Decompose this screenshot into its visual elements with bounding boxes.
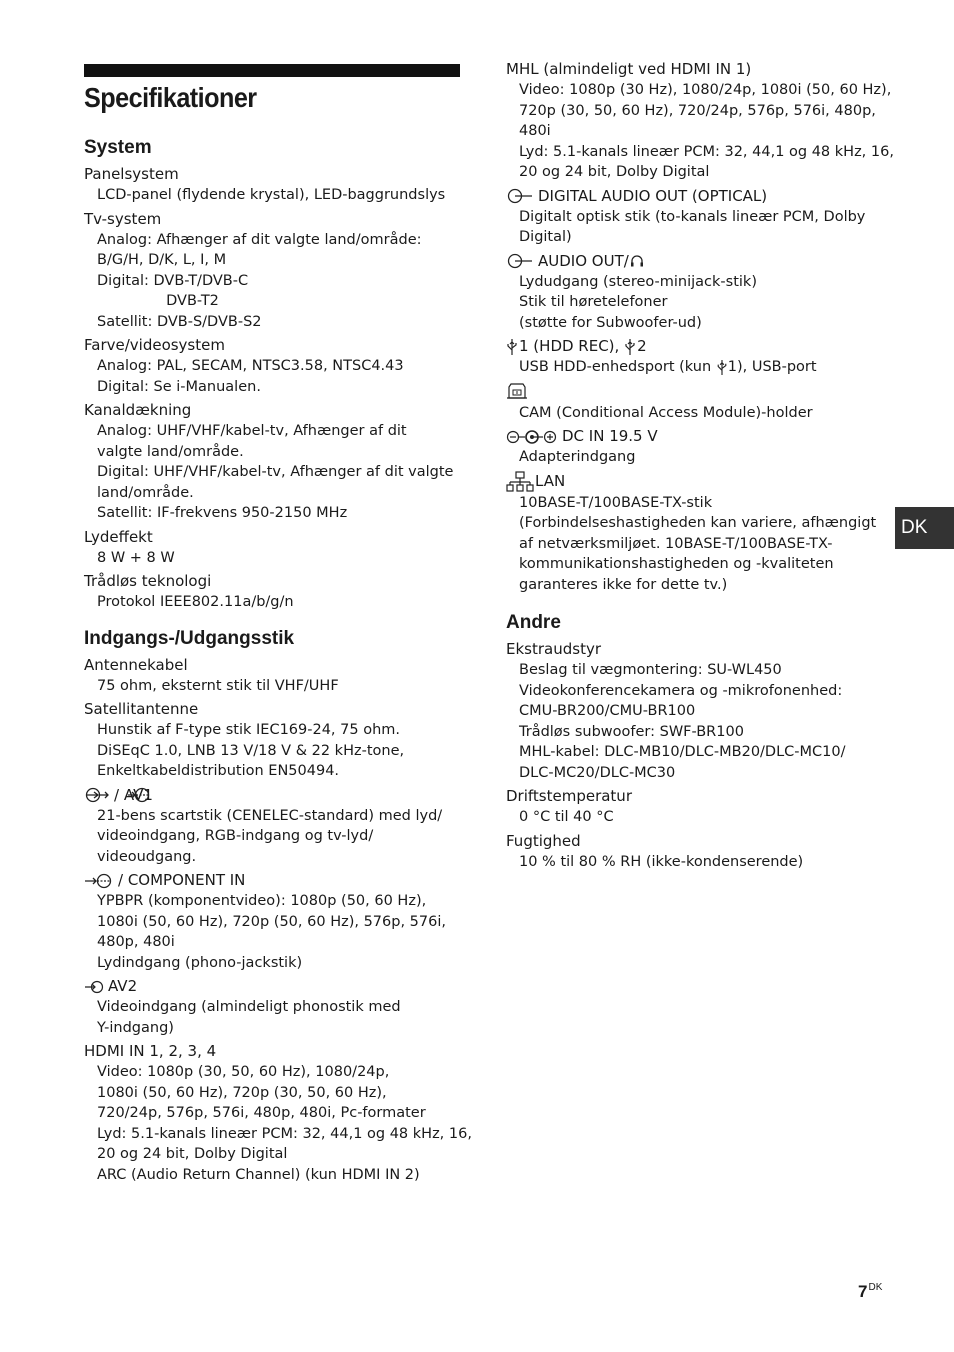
spec-item bbox=[84, 527, 466, 569]
scart-out-icon bbox=[127, 787, 151, 803]
spec-line: 10BASE-T/100BASE-TX-stik bbox=[519, 494, 713, 511]
left-column bbox=[84, 136, 472, 1185]
spec-line: Digital: DVB-T/DVB-C bbox=[97, 272, 249, 289]
spec-item bbox=[506, 59, 894, 183]
spec-line: YPBPR (komponentvideo): 1080p (50, 60 Hz), bbox=[97, 893, 427, 909]
spec-line: Analog: PAL, SECAM, NTSC3.58, NTSC4.43 bbox=[97, 358, 404, 374]
usb-icon bbox=[716, 359, 728, 376]
spec-line: kommunikationshastigheden og -kvaliteten bbox=[519, 556, 834, 572]
spec-item-title: DIGITAL AUDIO OUT (OPTICAL) bbox=[538, 186, 768, 205]
spec-line: Analog: UHF/VHF/kabel-tv, Afhænger af dit bbox=[97, 423, 407, 439]
spec-item-title: 1 (HDD REC), bbox=[519, 337, 625, 355]
spec-line: Digital) bbox=[519, 229, 572, 245]
spec-line: Satellit: IF-frekvens 950-2150 MHz bbox=[97, 505, 348, 521]
spec-item-title: Trådløs teknologi bbox=[84, 572, 212, 590]
spec-line: Lydudgang (stereo-minijack-stik) bbox=[519, 273, 757, 290]
video-in-icon bbox=[84, 980, 104, 994]
spec-line: (støtte for Subwoofer-ud) bbox=[519, 314, 702, 331]
spec-item-title: / COMPONENT IN bbox=[118, 871, 246, 889]
section-heading-system: System bbox=[84, 137, 152, 158]
spec-line: DiSEqC 1.0, LNB 13 V/18 V & 22 kHz-tone, bbox=[97, 742, 405, 759]
spec-item-title: Lydeffekt bbox=[84, 527, 153, 546]
spec-line: land/område. bbox=[97, 484, 194, 501]
section-heading-io: Indgangs-/Udgangsstik bbox=[84, 627, 295, 649]
spec-line: 480p, 480i bbox=[97, 934, 175, 950]
right-column bbox=[506, 59, 894, 872]
spec-item bbox=[506, 426, 888, 468]
spec-line: 720p (30, 50, 60 Hz), 720/24p, 576p, 576i, 480p, bbox=[519, 102, 876, 119]
spec-item-title: / AV1 bbox=[114, 785, 153, 804]
spec-line: 8 W + 8 W bbox=[97, 549, 175, 566]
spec-line: Beslag til vægmontering: SU-WL450 bbox=[519, 662, 782, 678]
spec-line: 1), USB-port bbox=[727, 359, 817, 375]
spec-line: MHL-kabel: DLC-MB10/DLC-MB20/DLC-MC10/ bbox=[519, 744, 846, 760]
spec-line: 1080i (50, 60 Hz), 720p (30, 50, 60 Hz), bbox=[97, 1084, 387, 1101]
spec-line: Digital: UHF/VHF/kabel-tv, Afhænger af dit valgte bbox=[97, 464, 454, 480]
page-number-value: 7 bbox=[858, 1282, 868, 1301]
spec-line: valgte land/område. bbox=[97, 443, 244, 460]
spec-item-title: AV2 bbox=[108, 977, 138, 995]
spec-item bbox=[84, 209, 466, 333]
spec-line: af netværksmiljøet. 10BASE-T/100BASE-TX- bbox=[519, 535, 833, 552]
spec-line: 75 ohm, eksternt stik til VHF/UHF bbox=[97, 677, 339, 694]
audio-out-icon bbox=[506, 188, 534, 204]
spec-item bbox=[506, 786, 888, 828]
cam-icon bbox=[506, 383, 528, 401]
spec-line: DVB-T2 bbox=[97, 293, 219, 309]
spec-line: 0 °C til 40 °C bbox=[519, 809, 614, 825]
spec-line: Digitalt optisk stik (to-kanals lineær PCM, Dolby bbox=[519, 208, 866, 225]
spec-item-title: Kanaldækning bbox=[84, 401, 192, 419]
spec-item bbox=[84, 1041, 472, 1185]
other-items bbox=[506, 639, 888, 872]
spec-item bbox=[84, 655, 466, 697]
spec-line: Videokonferencekamera og -mikrofonenhed: bbox=[519, 682, 843, 699]
lan-icon bbox=[506, 471, 534, 493]
spec-item bbox=[84, 785, 466, 868]
spec-item-title: Driftstemperatur bbox=[506, 787, 632, 805]
spec-line: Video: 1080p (30, 50, 60 Hz), 1080/24p, bbox=[97, 1064, 390, 1080]
spec-item-title: Farve/videosystem bbox=[84, 336, 225, 354]
spec-line: garanteres ikke for dette tv.) bbox=[519, 576, 728, 593]
spec-item-title: MHL (almindeligt ved HDMI IN 1) bbox=[506, 60, 752, 78]
spec-line: Stik til høretelefoner bbox=[519, 294, 668, 310]
system-items bbox=[84, 164, 466, 613]
spec-item bbox=[84, 870, 466, 973]
spec-item-title: Antennekabel bbox=[84, 655, 188, 674]
spec-item bbox=[506, 471, 888, 596]
dc-polarity-icon bbox=[506, 430, 558, 444]
spec-line: Analog: Afhænger af dit valgte land/område: bbox=[97, 231, 422, 248]
spec-line: Lyd: 5.1-kanals lineær PCM: 32, 44,1 og 48 kHz, 16, bbox=[519, 143, 894, 160]
spec-line: 20 og 24 bit, Dolby Digital bbox=[97, 1146, 288, 1162]
spec-line: 10 % til 80 % RH (ikke-kondenserende) bbox=[519, 853, 804, 870]
spec-item bbox=[84, 976, 466, 1038]
spec-item bbox=[506, 186, 888, 248]
spec-line: Adapterindgang bbox=[519, 449, 636, 465]
spec-item-title-suffix: 2 bbox=[637, 337, 647, 355]
spec-line: USB HDD-enhedsport (kun bbox=[519, 359, 716, 375]
spec-line: DLC-MC20/DLC-MC30 bbox=[519, 764, 676, 781]
language-tab: DK bbox=[895, 507, 954, 549]
component-out-icon bbox=[84, 873, 114, 889]
spec-item-title: Panelsystem bbox=[84, 165, 179, 183]
spec-line: Lydindgang (phono-jackstik) bbox=[97, 954, 303, 971]
headphones-icon bbox=[630, 254, 644, 268]
spec-line: 20 og 24 bit, Dolby Digital bbox=[519, 164, 710, 180]
spec-line: Enkeltkabeldistribution EN50494. bbox=[97, 763, 340, 779]
spec-line: LCD-panel (flydende krystal), LED-baggrundslys bbox=[97, 187, 446, 203]
spec-item-title: Satellitantenne bbox=[84, 700, 199, 718]
spec-line: videoindgang, RGB-indgang og tv-lyd/ bbox=[97, 828, 374, 844]
spec-item bbox=[84, 400, 466, 524]
spec-item bbox=[84, 335, 466, 397]
spec-line: Videoindgang (almindeligt phonostik med bbox=[97, 999, 401, 1015]
page-number bbox=[858, 1282, 882, 1302]
spec-item bbox=[506, 831, 888, 873]
spec-item-title: HDMI IN 1, 2, 3, 4 bbox=[84, 1042, 217, 1060]
spec-line: 720/24p, 576p, 576i, 480p, 480i, Pc-formater bbox=[97, 1105, 426, 1121]
spec-item bbox=[506, 639, 888, 783]
spec-line: B/G/H, D/K, L, I, M bbox=[97, 252, 227, 268]
page-number-suffix: DK bbox=[868, 1282, 883, 1293]
spec-line: 480i bbox=[519, 123, 551, 139]
spec-item bbox=[84, 164, 466, 206]
spec-item-title: Ekstraudstyr bbox=[506, 640, 601, 658]
spec-line: Digital: Se i-Manualen. bbox=[97, 378, 261, 395]
usb-icon bbox=[624, 338, 636, 356]
io-items bbox=[84, 655, 472, 1186]
spec-item bbox=[506, 336, 888, 378]
spec-item bbox=[84, 699, 466, 782]
title-rule bbox=[84, 64, 460, 77]
spec-line: CAM (Conditional Access Module)-holder bbox=[519, 404, 813, 421]
section-heading-other: Andre bbox=[506, 612, 561, 633]
audio-out-icon bbox=[506, 253, 534, 269]
spec-line: Trådløs subwoofer: SWF-BR100 bbox=[519, 723, 744, 740]
spec-item bbox=[84, 571, 466, 613]
usb-icon bbox=[506, 338, 518, 356]
page-title: Specifikationer bbox=[84, 82, 257, 113]
spec-line: Protokol IEEE802.11a/b/g/n bbox=[97, 594, 294, 610]
spec-item-title: Tv-system bbox=[84, 209, 162, 228]
spec-line: ARC (Audio Return Channel) (kun HDMI IN 2) bbox=[97, 1166, 420, 1183]
spec-line: Lyd: 5.1-kanals lineær PCM: 32, 44,1 og 48 kHz, 16, bbox=[97, 1125, 472, 1142]
spec-item-title: AUDIO OUT/ bbox=[538, 251, 629, 270]
spec-line: 21-bens scartstik (CENELEC-standard) med lyd/ bbox=[97, 807, 443, 824]
spec-line: Video: 1080p (30 Hz), 1080/24p, 1080i (50, 60 Hz), bbox=[519, 82, 892, 98]
spec-line: 1080i (50, 60 Hz), 720p (50, 60 Hz), 576p, 576i, bbox=[97, 913, 446, 930]
spec-item-title: LAN bbox=[535, 472, 566, 490]
spec-line: Satellit: DVB-S/DVB-S2 bbox=[97, 313, 262, 330]
spec-line: CMU-BR200/CMU-BR100 bbox=[519, 703, 696, 719]
spec-line: Hunstik af F-type stik IEC169-24, 75 ohm. bbox=[97, 722, 400, 738]
spec-item bbox=[506, 251, 888, 334]
spec-line: (Forbindelseshastigheden kan variere, afhængigt bbox=[519, 515, 877, 531]
spec-item-title: DC IN 19.5 V bbox=[562, 427, 658, 445]
spec-line: videoudgang. bbox=[97, 848, 197, 865]
scart-in-icon bbox=[84, 787, 110, 803]
spec-item bbox=[506, 381, 888, 424]
spec-item-title: Fugtighed bbox=[506, 831, 581, 850]
io-cont-items bbox=[506, 59, 894, 595]
spec-line: Y-indgang) bbox=[97, 1019, 174, 1036]
